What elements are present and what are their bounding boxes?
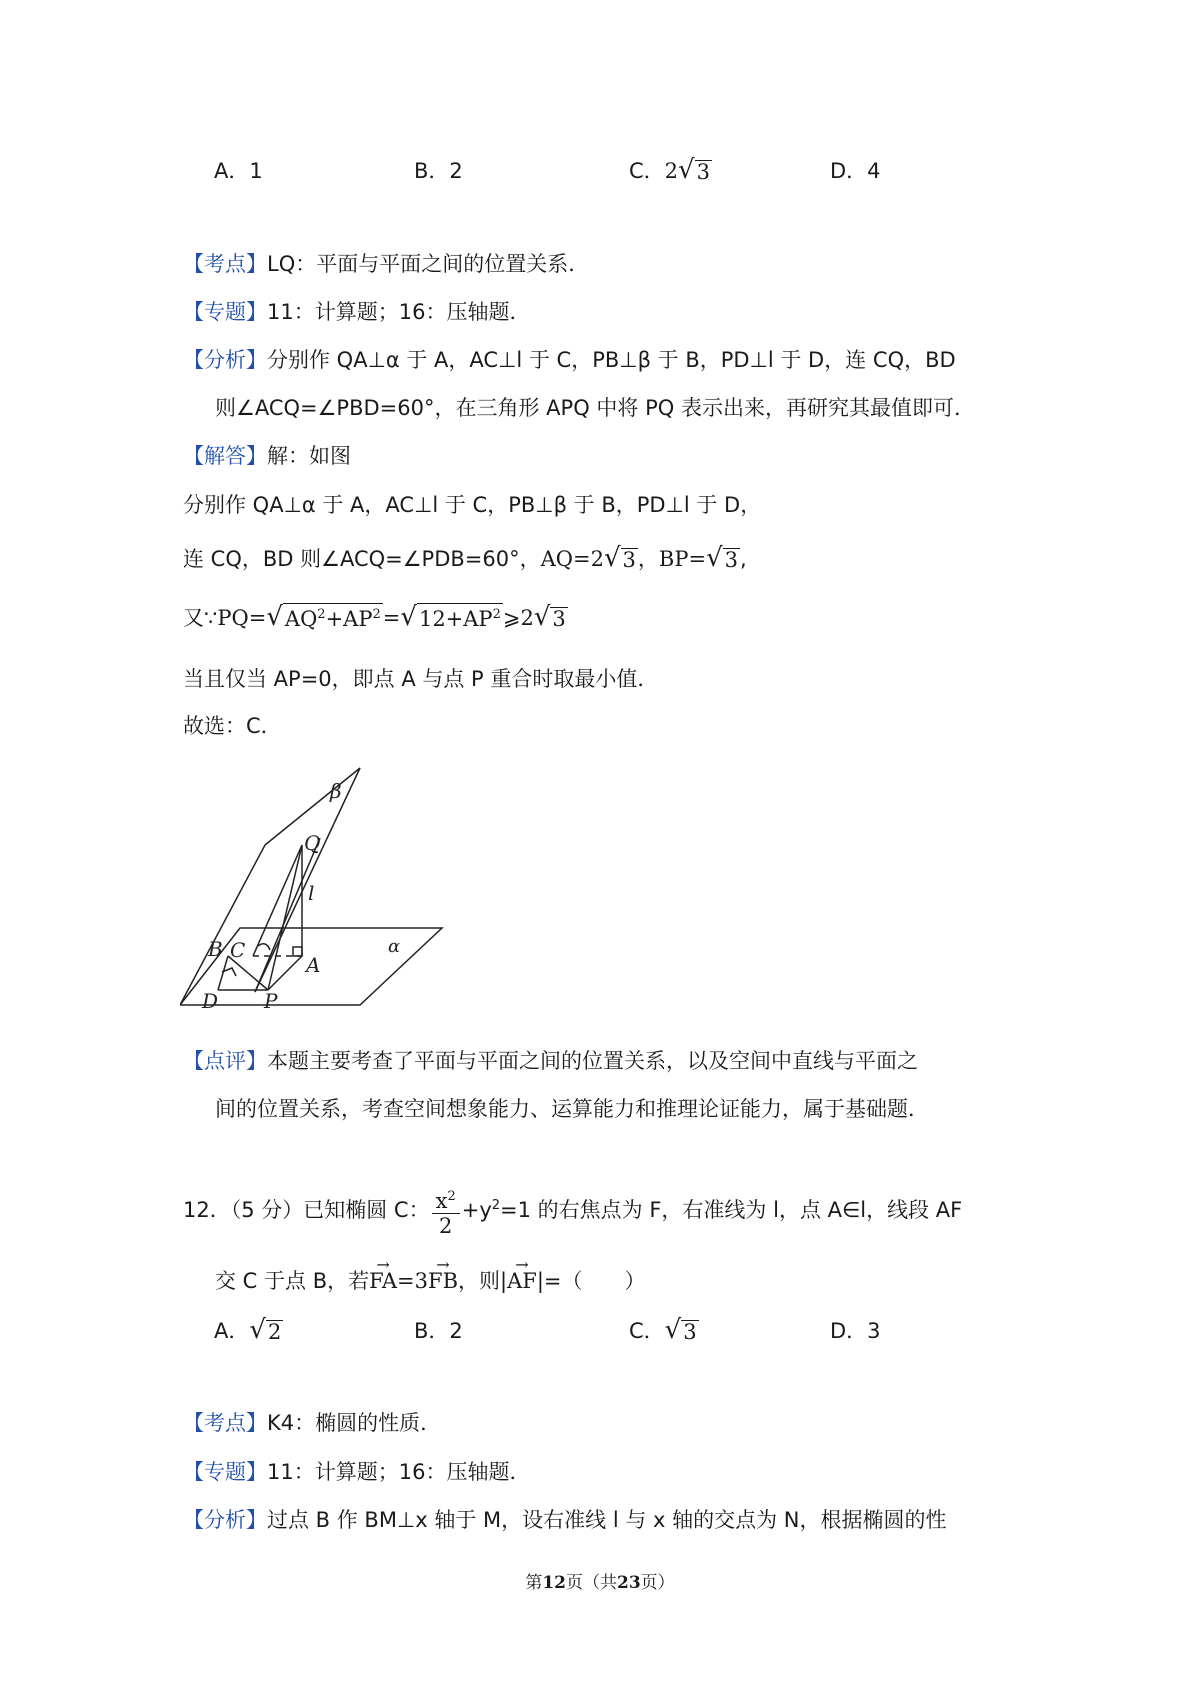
section-tag: 【分析】 <box>183 1508 267 1532</box>
section-tag: 【专题】 <box>183 300 267 324</box>
label-p: P <box>264 989 278 1013</box>
section-tag: 【解答】 <box>183 444 267 468</box>
q11-jieda: 【解答】解：如图 <box>183 444 351 468</box>
option-b: B．2 <box>414 1319 463 1343</box>
section-tag: 【考点】 <box>183 252 267 276</box>
jieda-line5: 故选：C． <box>183 714 282 738</box>
q11-dianping-line1: 【点评】本题主要考查了平面与平面之间的位置关系，以及空间中直线与平面之 <box>183 1049 918 1073</box>
page-number: 12 <box>542 1573 566 1593</box>
vector-fb: FB → <box>428 1260 458 1296</box>
section-tag: 【点评】 <box>183 1049 267 1073</box>
jieda-line1: 分别作 QA⊥α 于 A，AC⊥l 于 C，PB⊥β 于 B，PD⊥l 于 D， <box>183 493 762 517</box>
jieda-line3: 又∵PQ= √ $AQ^2+AP^2$ = √ $12+AP^2$ ⩾2 √ 3 <box>183 602 566 632</box>
q12-stem-line1: 12．（5 分）已知椭圆 C： $\frac{x^2}{2}$ $+y^2=1$ 的右焦点为 F，右准线为 l，点 A∈l，线段 AF <box>183 1178 962 1238</box>
label-a: A <box>306 953 321 977</box>
q12-zhuanti: 【专题】11：计算题；16：压轴题． <box>183 1460 531 1484</box>
option-c: C． √ 3 <box>629 1315 697 1345</box>
page-footer: 第12页（共23页） <box>525 1573 675 1593</box>
option-b: B．2 <box>414 159 463 183</box>
jieda-line4: 当且仅当 AP=0，即点 A 与点 P 重合时取最小值． <box>183 667 659 691</box>
q12-stem-line2: 交 C 于点 B，若FA →=3FB →，则|AF →|=（ ） <box>215 1260 646 1296</box>
q11-fenxi-line2: 则∠ACQ=∠PBD=60°，在三角形 APQ 中将 PQ 表示出来，再研究其最值即可． <box>215 396 975 420</box>
geometry-figure <box>180 760 450 1020</box>
radicand: 3 <box>696 160 710 184</box>
vector-fa: FA → <box>369 1260 397 1296</box>
option-d: D．3 <box>830 1319 881 1343</box>
q11-dianping-line2: 间的位置关系，考查空间想象能力、运算能力和推理论证能力，属于基础题． <box>215 1097 929 1121</box>
q11-fenxi-line1: 【分析】分别作 QA⊥α 于 A，AC⊥l 于 C，PB⊥β 于 B，PD⊥l 于 D，连 CQ，BD <box>183 348 956 372</box>
section-tag: 【分析】 <box>183 348 267 372</box>
fraction: $\frac{x^2}{2}$ <box>432 1185 460 1238</box>
page-total: 23 <box>617 1573 641 1593</box>
vector-af: AF → <box>507 1260 537 1296</box>
q11-kaodian: 【考点】LQ：平面与平面之间的位置关系． <box>183 252 590 276</box>
option-d: D．4 <box>830 159 881 183</box>
option-a: A．1 <box>214 159 263 183</box>
label-l: l <box>308 881 315 905</box>
q12-kaodian: 【考点】K4：椭圆的性质． <box>183 1411 442 1435</box>
section-tag: 【考点】 <box>183 1411 267 1435</box>
label-alpha: α <box>388 936 401 957</box>
label-b: B <box>208 937 223 961</box>
section-tag: 【专题】 <box>183 1460 267 1484</box>
label-c: C <box>230 938 246 962</box>
label-q: Q <box>304 831 321 855</box>
label-d: D <box>202 989 219 1013</box>
jieda-line2: 连 CQ，BD 则∠ACQ=∠PDB=60°，AQ=2 √ 3 ，BP= √ 3 , <box>183 543 747 573</box>
q12-fenxi: 【分析】过点 B 作 BM⊥x 轴于 M，设右准线 l 与 x 轴的交点为 N，根据椭圆的性 <box>183 1508 947 1532</box>
label-beta: β <box>330 779 342 803</box>
q11-zhuanti: 【专题】11：计算题；16：压轴题． <box>183 300 531 324</box>
option-c: C．2 √ 3 <box>629 155 710 185</box>
option-a: A． √ 2 <box>214 1315 282 1345</box>
